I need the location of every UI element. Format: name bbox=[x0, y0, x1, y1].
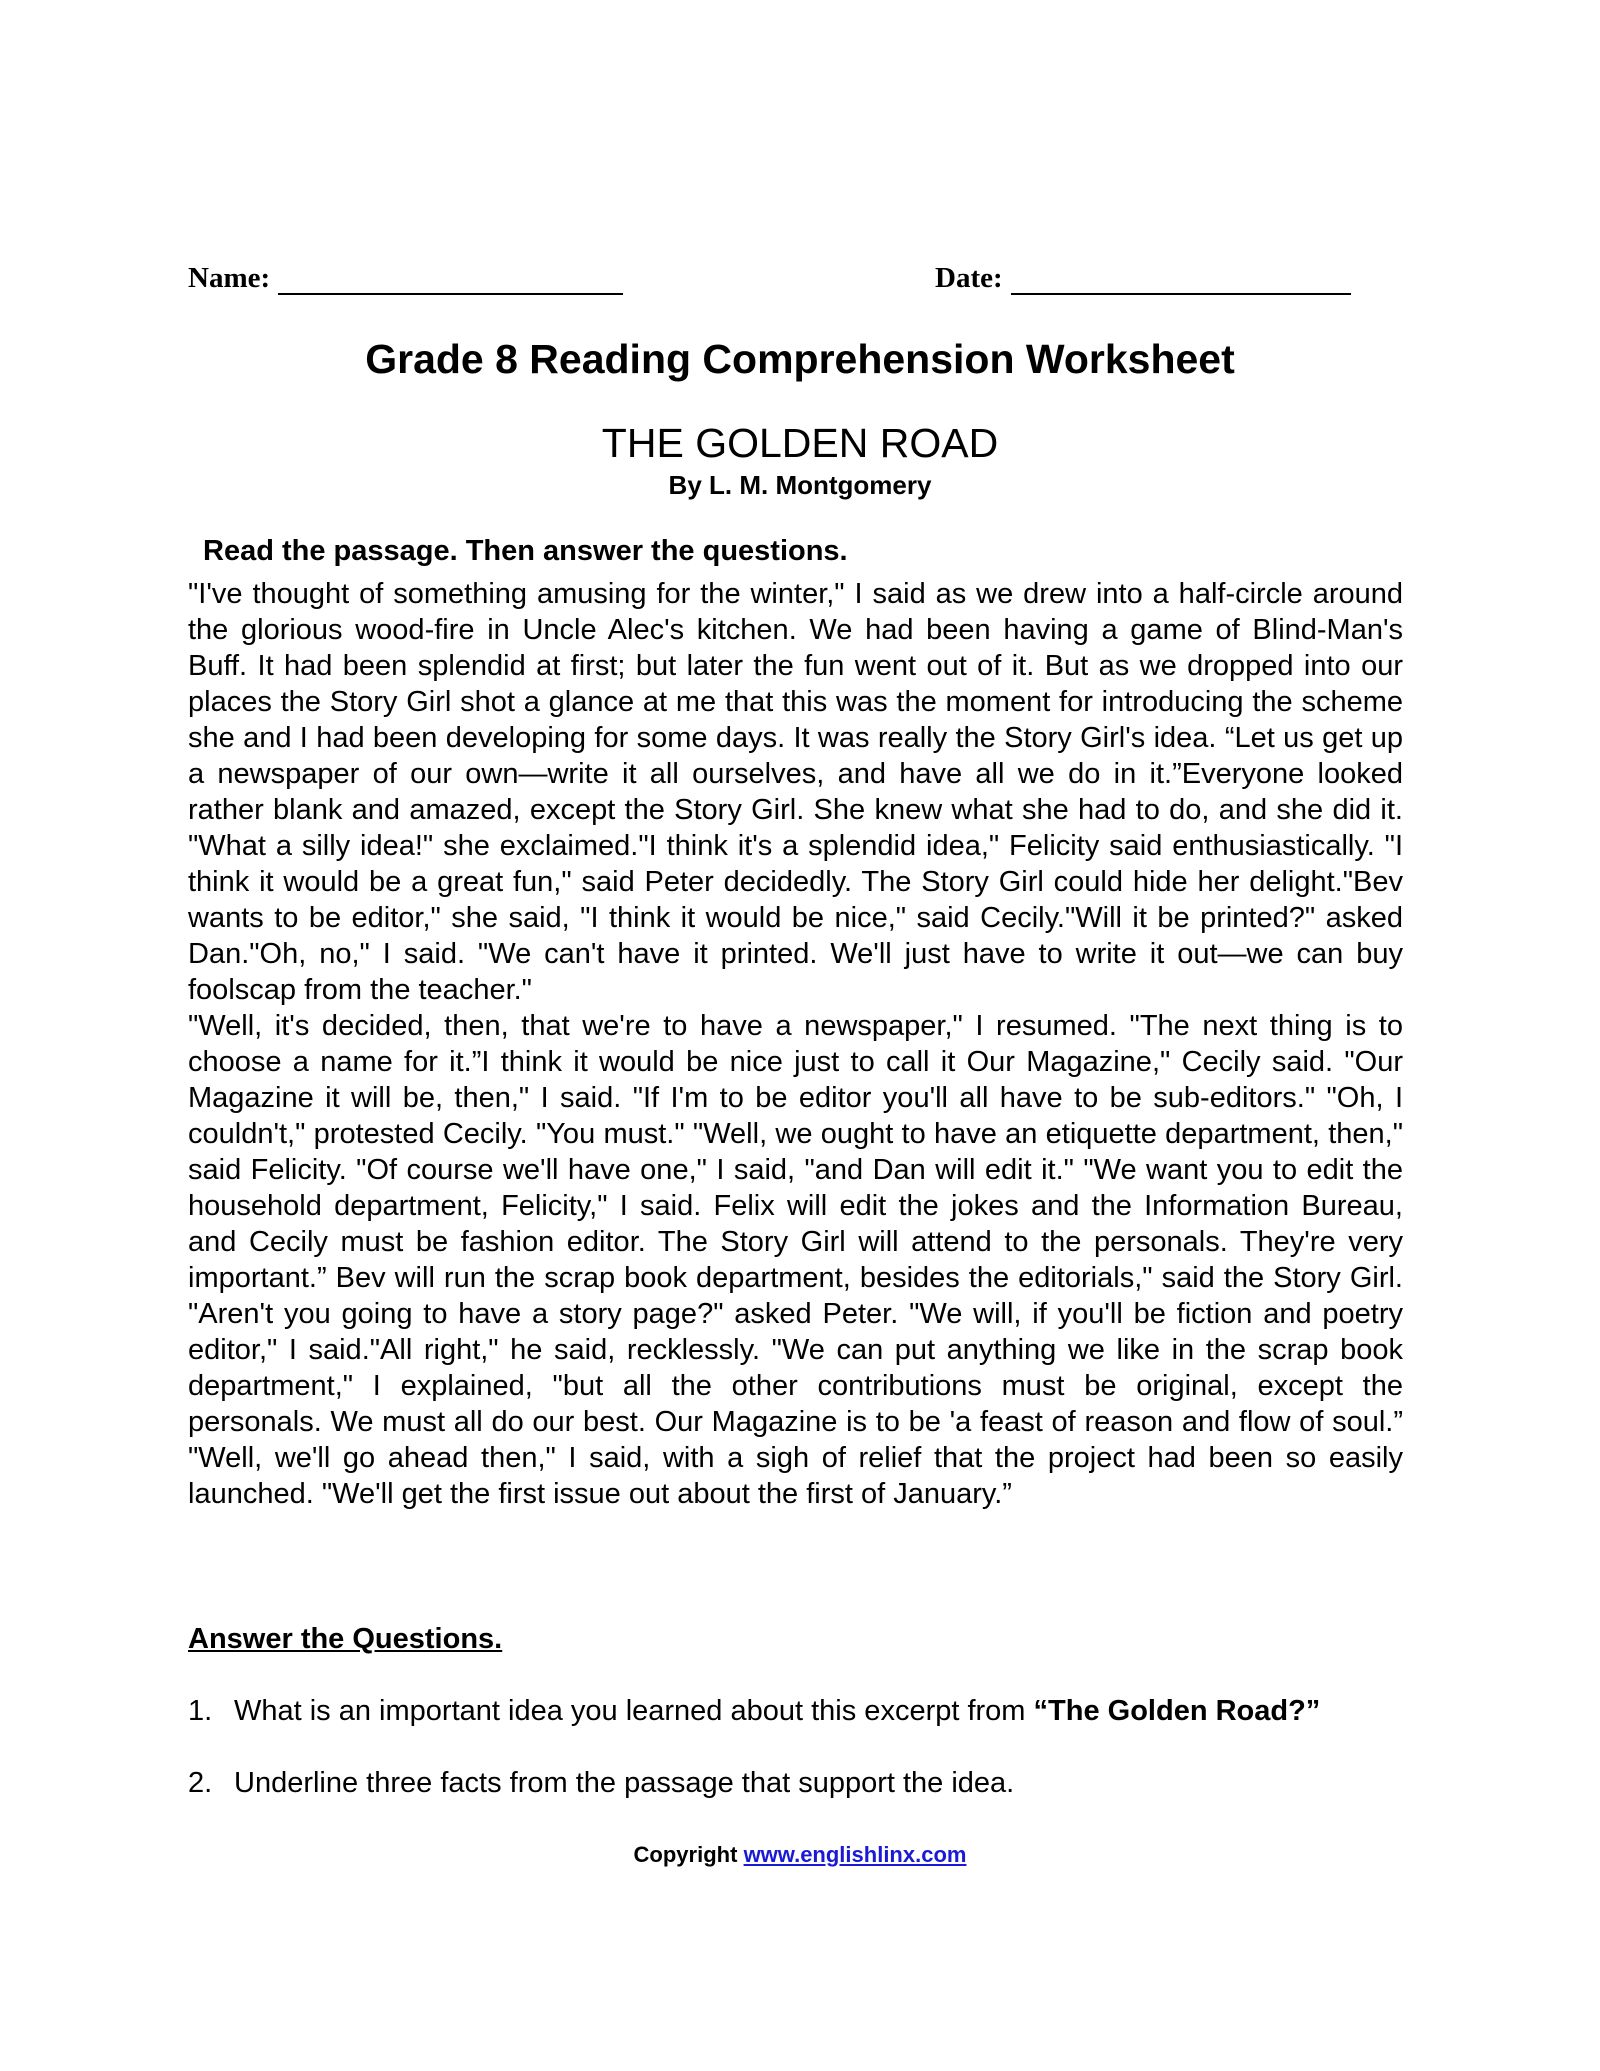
question-text: Underline three facts from the passage that support the idea. bbox=[234, 1767, 1015, 1799]
question-number: 1. bbox=[188, 1695, 213, 1727]
copyright-footer bbox=[0, 1842, 1600, 1868]
worksheet-title: Grade 8 Reading Comprehension Worksheet bbox=[365, 336, 1235, 382]
header-fields bbox=[188, 262, 1368, 302]
question-2 bbox=[188, 1767, 1014, 1800]
passage-paragraph: "I've thought of something amusing for the winter," I said as we drew into a half-circle around the glorious wood-fire in Uncle Alec's kitchen. We had been having a game of Blind-Man's Buff. It had been splendid at first; but later the fun went out of it. But as we dropped into our places the Story Girl shot a glance at me that this was the moment for introducing the scheme she and I had been developing for some days. It was really the Story Girl's idea. “Let us get up a newspaper of our own—write it all ourselves, and have all we do in it.”Everyone looked rather blank and amazed, except the Story Girl. She knew what she had to do, and she did it. "What a silly idea!" she exclaimed."I think it's a splendid idea," Felicity said enthusiastically. "I think it would be a great fun," said Peter decidedly. The Story Girl could hide her delight."Bev wants to be editor," she said, "I think it would be nice," said Cecily."Will it be printed?" asked Dan."Oh, no," I said. "We can't have it printed. We'll just have to write it out—we can buy foolscap from the teacher." bbox=[188, 578, 1403, 1006]
name-label: Name: bbox=[188, 262, 271, 294]
question-text-plain: What is an important idea you learned about this excerpt from bbox=[234, 1695, 1034, 1727]
question-story-title: “The Golden Road bbox=[1033, 1695, 1289, 1727]
question-text-end: ?” bbox=[1288, 1695, 1321, 1727]
story-title: THE GOLDEN ROAD bbox=[601, 420, 999, 466]
date-field[interactable] bbox=[935, 262, 1351, 295]
date-label: Date: bbox=[935, 262, 1003, 294]
question-1 bbox=[188, 1695, 1320, 1728]
name-field[interactable] bbox=[188, 262, 623, 295]
story-author: By L. M. Montgomery bbox=[668, 470, 932, 500]
date-blank-line[interactable] bbox=[1011, 265, 1351, 295]
name-blank-line[interactable] bbox=[278, 265, 623, 295]
passage-paragraph: "Well, it's decided, then, that we're to have a newspaper," I resumed. "The next thing is to choose a name for it.”I think it would be nice just to call it Our Magazine," Cecily said. "Our Magazine it will be, then," I said. "If I'm to be editor you'll all have to be sub-editors." "Oh, I couldn't," protested Cecily. "You must." "Well, we ought to have an etiquette department, then," said Felicity. "Of course we'll have one," I said, "and Dan will edit it." "We want you to edit the household department, Felicity," I said. Felix will edit the jokes and the Information Bureau, and Cecily must be fashion editor. The Story Girl will attend to the personals. They're very important.” Bev will run the scrap book department, besides the editorials," said the Story Girl. "Aren't you going to have a story page?" asked Peter. "We will, if you'll be fiction and poetry editor," I said."All right," he said, recklessly. "We can put anything we like in the scrap book department," I explained, "but all the other contributions must be original, except the personals. We must all do our best. Our Magazine is to be 'a feast of reason and flow of soul.” "Well, we'll go ahead then," I said, with a sigh of relief that the project had been so easily launched. "We'll get the first issue out about the first of January.” bbox=[188, 1010, 1403, 1510]
reading-passage bbox=[188, 576, 1403, 1512]
question-text bbox=[234, 1695, 1320, 1728]
instruction-text: Read the passage. Then answer the questions. bbox=[203, 535, 848, 567]
copyright-link[interactable]: www.englishlinx.com bbox=[743, 1842, 967, 1867]
questions-heading: Answer the Questions. bbox=[188, 1623, 503, 1655]
copyright-label: Copyright bbox=[633, 1842, 738, 1867]
question-number: 2. bbox=[188, 1767, 213, 1799]
